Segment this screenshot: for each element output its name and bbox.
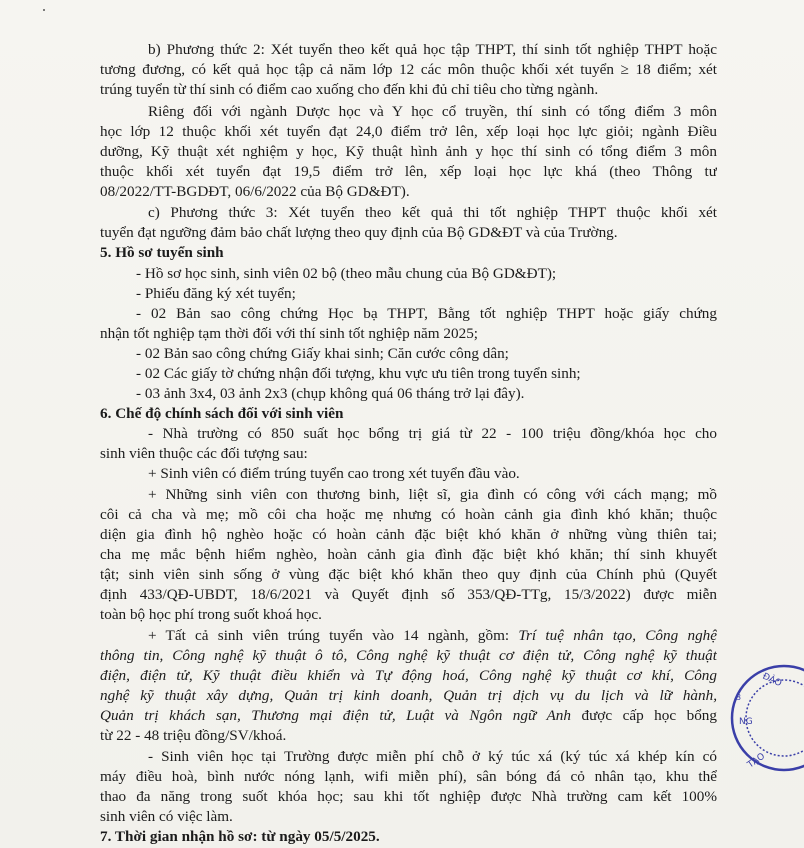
doc-line: 08/2022/TT-BGDĐT, 06/6/2022 của Bộ GD&ĐT). <box>100 183 410 200</box>
doc-line: - 02 Bản sao công chứng Học bạ THPT, Bằng tốt nghiệp THPT hoặc giấy chứng <box>136 305 717 322</box>
doc-line-mixed <box>100 706 717 725</box>
doc-line: thuộc khối xét tuyển đạt 19,5 điểm trở lên, xếp loại học lực khá (theo Thông tư <box>100 163 717 180</box>
doc-line: thông tin, Công nghệ kỹ thuật ô tô, Công nghệ kỹ thuật cơ điện tử, Công nghệ kỹ thuật <box>100 647 717 664</box>
doc-line: nhận tốt nghiệp tạm thời đối với thí sinh tốt nghiệp năm 2025; <box>100 325 479 342</box>
doc-line: - Sinh viên học tại Trường được miễn phí chỗ ở ký túc xá (ký túc xá khép kín có <box>148 748 717 765</box>
doc-line: máy điều hoà, bình nước nóng lạnh, wifi miễn phí), sân bóng đá cỏ nhân tạo, khu thể <box>100 768 717 785</box>
doc-line: - Hồ sơ học sinh, sinh viên 02 bộ (theo mẫu chung của Bộ GD&ĐT); <box>136 265 557 282</box>
doc-text-italic: Trí tuệ nhân tạo, Công nghệ <box>518 627 717 644</box>
doc-line: học lớp 12 thuộc khối xét tuyển đạt 24,0 điểm trở lên, xếp loại học lực giỏi; ngành Điều <box>100 123 717 140</box>
doc-line: - 03 ảnh 3x4, 03 ảnh 2x3 (chụp không quá 06 tháng trở lại đây). <box>136 385 525 402</box>
doc-line: diện gia đình hộ nghèo hoặc có hoàn cảnh đặc biệt khó khăn ở những vùng thiên tai; <box>100 526 717 543</box>
seal-text-top: ĐÀO <box>760 671 783 690</box>
doc-line: - 02 Các giấy tờ chứng nhận đối tượng, khu vực ưu tiên trong tuyển sinh; <box>136 365 581 382</box>
doc-line: tuyển đạt ngưỡng đảm bảo chất lượng theo quy định của Bộ GD&ĐT và của Trường. <box>100 224 618 241</box>
doc-line: thao đa năng trong suốt khóa học; sau khi tốt nghiệp được Nhà trường cam kết 100% <box>100 788 717 805</box>
seal-text-left: 3 <box>736 693 742 702</box>
doc-line: sinh viên thuộc các đối tượng sau: <box>100 445 308 462</box>
doc-line: sinh viên có việc làm. <box>100 808 233 825</box>
doc-line: toàn bộ học phí trong suốt khoá học. <box>100 606 322 623</box>
seal-text-bottom: TẠO <box>745 751 768 771</box>
doc-line: từ 22 - 48 triệu đồng/SV/khoá. <box>100 727 287 744</box>
section-heading-6: 6. Chế độ chính sách đối với sinh viên <box>100 405 344 422</box>
section-heading-5: 5. Hồ sơ tuyển sinh <box>100 244 224 261</box>
seal-inner-ring <box>746 680 804 756</box>
doc-text: + Tất cả sinh viên trúng tuyển vào 14 ngành, gồm: <box>148 627 519 644</box>
doc-line: tật; sinh viên sinh sống ở vùng đặc biệt khó khăn theo quy định của Chính phủ (Quyết <box>100 566 717 583</box>
doc-line: Riêng đối với ngành Dược học và Y học cổ truyền, thí sinh có tổng điểm 3 môn <box>148 103 717 120</box>
doc-line: định 433/QĐ-UBDT, 18/6/2021 và Quyết định số 353/QĐ-TTg, 15/3/2022) được miễn <box>100 586 717 603</box>
doc-line-mixed <box>100 626 717 645</box>
section-heading-7: 7. Thời gian nhận hồ sơ: từ ngày 05/5/2025. <box>100 828 380 845</box>
doc-line: trúng tuyển từ thí sinh có điểm cao xuống cho đến khi đủ chỉ tiêu cho từng ngành. <box>100 81 599 98</box>
official-seal-stamp <box>722 656 804 786</box>
seal-text-mid: NG <box>739 717 753 727</box>
scan-speck <box>43 9 45 11</box>
doc-line: - 02 Bản sao công chứng Giấy khai sinh; Căn cước công dân; <box>136 345 509 362</box>
doc-line: - Phiếu đăng ký xét tuyển; <box>136 285 296 302</box>
doc-line: b) Phương thức 2: Xét tuyển theo kết quả học tập THPT, thí sinh tốt nghiệp THPT hoặc <box>148 41 717 58</box>
doc-line: + Sinh viên có điểm trúng tuyển cao trong xét tuyển đầu vào. <box>148 465 520 482</box>
doc-line: cha mẹ mắc bệnh hiểm nghèo, hoàn cảnh gia đình đặc biệt khó khăn; thí sinh khuyết <box>100 546 717 563</box>
doc-line: điện, điện tử, Kỹ thuật điều khiển và Tự động hoá, Công nghệ kỹ thuật cơ khí, Công <box>100 667 717 684</box>
doc-text: được cấp học bổng <box>570 707 717 724</box>
doc-text-italic: Quản trị khách sạn, Thương mại điện tử, Luật và Ngôn ngữ Anh <box>100 707 571 724</box>
doc-line: dưỡng, Kỹ thuật xét nghiệm y học, Kỹ thuật hình ảnh y học thí sinh có tổng điểm 3 môn <box>100 143 717 160</box>
doc-line: c) Phương thức 3: Xét tuyển theo kết quả thi tốt nghiệp THPT thuộc khối xét <box>148 204 717 221</box>
doc-line: + Những sinh viên con thương binh, liệt sĩ, gia đình có công với cách mạng; mồ <box>148 486 717 503</box>
doc-line: nghệ kỹ thuật xây dựng, Quản trị kinh doanh, Quản trị dịch vụ du lịch và lữ hành, <box>100 687 717 704</box>
doc-line: tương đương, có kết quả học tập cả năm lớp 12 các môn thuộc khối xét tuyển ≥ 18 điểm; xét <box>100 61 717 78</box>
doc-line: - Nhà trường có 850 suất học bổng trị giá từ 22 - 100 triệu đồng/khóa học cho <box>148 425 717 442</box>
doc-line: côi cả cha và mẹ; mồ côi cha hoặc mẹ nhưng có hoàn cảnh gia đình khó khăn; thuộc <box>100 506 717 523</box>
